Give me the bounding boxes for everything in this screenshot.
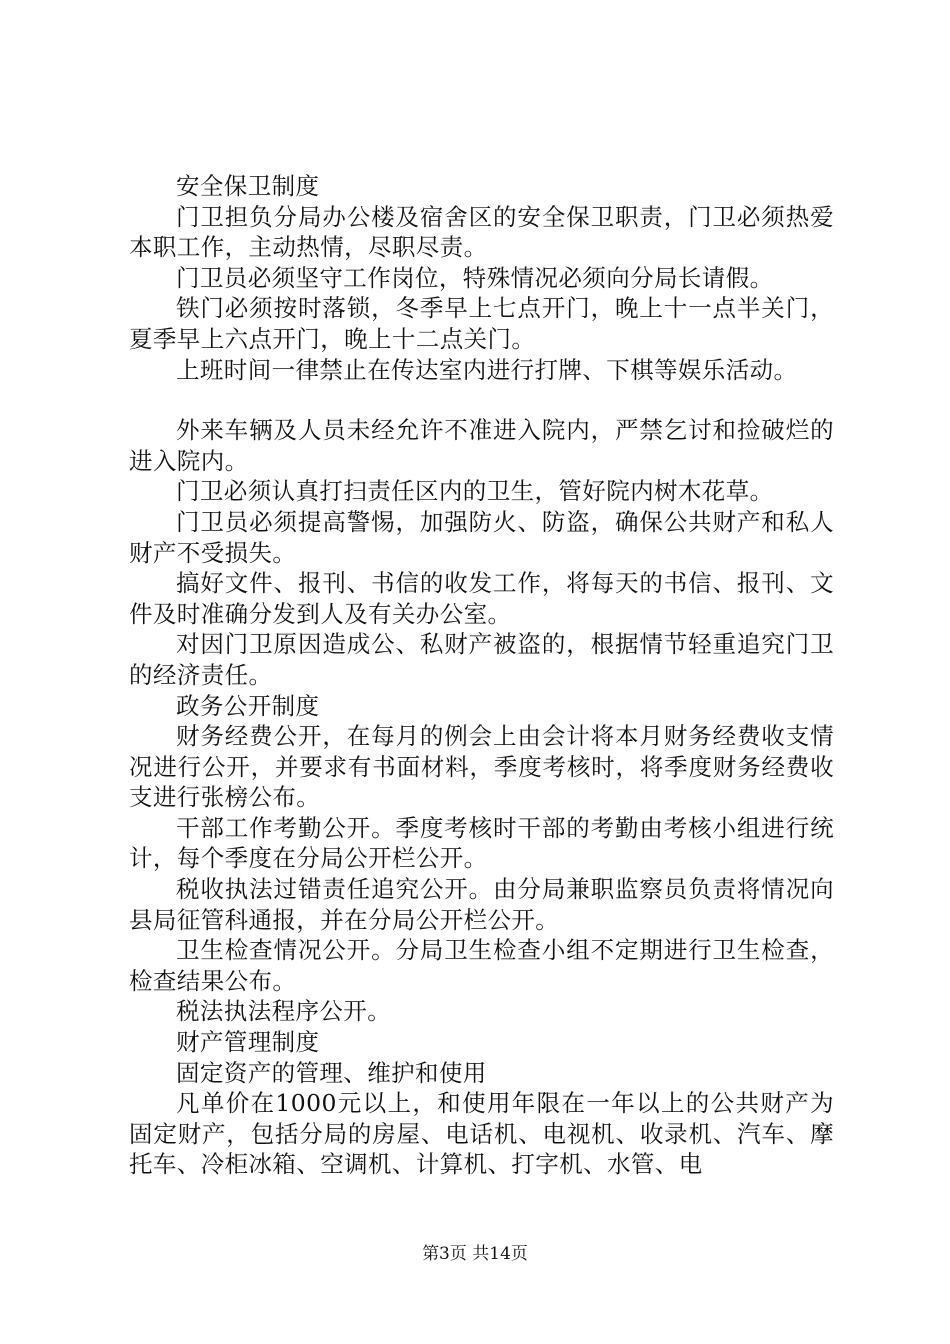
paragraph: 凡单价在1000元以上，和使用年限在一年以上的公共财产为固定财产，包括分局的房屋、电话机、电视机、收录机、汽车、摩托车、冷柜冰箱、空调机、计算机、打字机、水管、电: [129, 1089, 834, 1179]
paragraph: 门卫必须认真打扫责任区内的卫生，管好院内树木花草。: [176, 477, 774, 506]
paragraph: 搞好文件、报刊、书信的收发工作，将每天的书信、报刊、文件及时准确分发到人及有关办公室。: [129, 569, 834, 628]
paragraph: 对因门卫原因造成公、私财产被盗的，根据情节轻重追究门卫的经济责任。: [129, 630, 834, 689]
paragraph: 铁门必须按时落锁，冬季早上七点开门，晚上十一点半关门，夏季早上六点开门，晚上十二点关门。: [129, 294, 834, 353]
paragraph: 财务经费公开，在每月的例会上由会计将本月财务经费收支情况进行公开，并要求有书面材料，季度考核时，将季度财务经费收支进行张榜公布。: [129, 722, 834, 812]
paragraph: 上班时间一律禁止在传达室内进行打牌、下棋等娱乐活动。: [176, 355, 798, 384]
section-heading-property: 财产管理制度: [176, 1028, 320, 1057]
section-heading-security: 安全保卫制度: [176, 172, 320, 200]
document-body: [129, 171, 834, 1180]
section-heading-disclosure: 政务公开制度: [176, 691, 320, 720]
paragraph: 干部工作考勤公开。季度考核时干部的考勤由考核小组进行统计，每个季度在分局公开栏公开。: [129, 813, 834, 873]
paragraph: 门卫员必须提高警惕，加强防火、防盗，确保公共财产和私人财产不受损失。: [129, 507, 834, 567]
page-number-footer: 第3页 共14页: [422, 1244, 528, 1264]
subsection-heading-fixed-assets: 固定资产的管理、维护和使用: [176, 1058, 487, 1087]
paragraph: 税法执法程序公开。: [176, 997, 392, 1026]
paragraph: 门卫员必须坚守工作岗位，特殊情况必须向分局长请假。: [176, 263, 774, 292]
paragraph: 卫生检查情况公开。分局卫生检查小组不定期进行卫生检查，检查结果公布。: [129, 936, 834, 995]
paragraph: 门卫担负分局办公楼及宿舍区的安全保卫职责，门卫必须热爱本职工作，主动热情，尽职尽责。: [129, 202, 834, 262]
paragraph: 税收执法过错责任追究公开。由分局兼职监察员负责将情况向县局征管科通报，并在分局公开栏公开。: [129, 875, 834, 934]
paragraph: 外来车辆及人员未经允许不准进入院内，严禁乞讨和捡破烂的进入院内。: [129, 416, 834, 475]
